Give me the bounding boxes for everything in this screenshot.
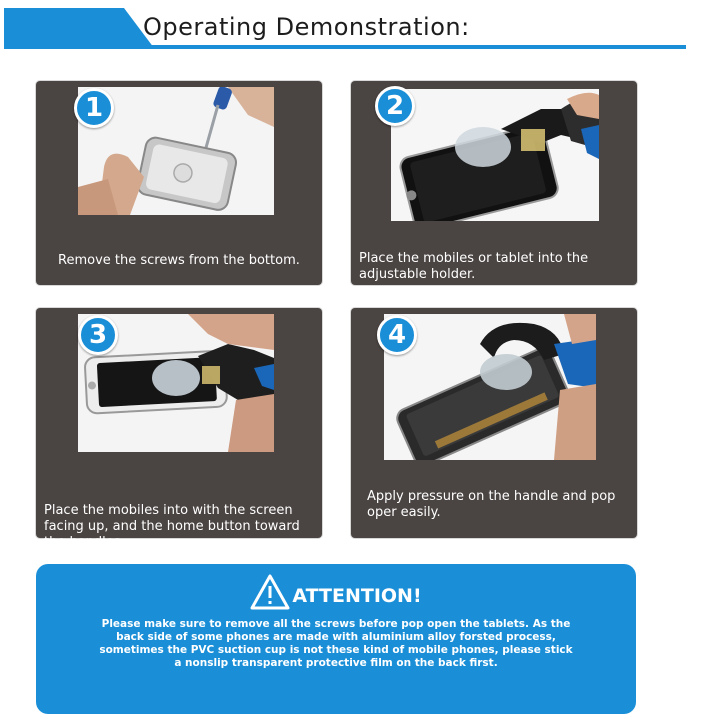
- step-card-1: [36, 81, 322, 285]
- step-card-4: [351, 308, 637, 538]
- step-1-number-badge: 1: [74, 88, 114, 128]
- attention-title: ATTENTION!: [292, 585, 422, 607]
- step-3-caption: Place the mobiles into with the screen facing up, and the home button toward the handles.: [44, 503, 300, 550]
- header-underline: [4, 45, 686, 49]
- step-1-caption: Remove the screws from the bottom.: [58, 253, 300, 268]
- step-2-number-badge: 2: [375, 86, 415, 126]
- page-title: Operating Demonstration:: [143, 13, 470, 41]
- page-header: [0, 0, 703, 60]
- warning-icon: [250, 574, 290, 610]
- step-3-number-badge: 3: [78, 315, 118, 355]
- step-4-caption: Apply pressure on the handle and pop oper easily.: [367, 489, 616, 520]
- attention-panel: [36, 564, 636, 714]
- step-2-photo: [391, 89, 599, 221]
- step-card-3: [36, 308, 322, 550]
- step-card-2: [351, 81, 637, 285]
- step-2-caption: Place the mobiles or tablet into the adjustable holder.: [359, 251, 589, 282]
- header-accent-shape: [4, 8, 154, 48]
- step-4-number-badge: 4: [377, 315, 417, 355]
- attention-header: [36, 572, 636, 612]
- phone-in-holder-illustration: [391, 89, 599, 221]
- attention-body: Please make sure to remove all the screws before pop open the tablets. As the back side of some phones are made with aluminium alloy forsted process, sometimes the PVC suction cup is not these kind of mobile phones, please stick a nonslip transparent protective film on the back first.: [99, 618, 573, 669]
